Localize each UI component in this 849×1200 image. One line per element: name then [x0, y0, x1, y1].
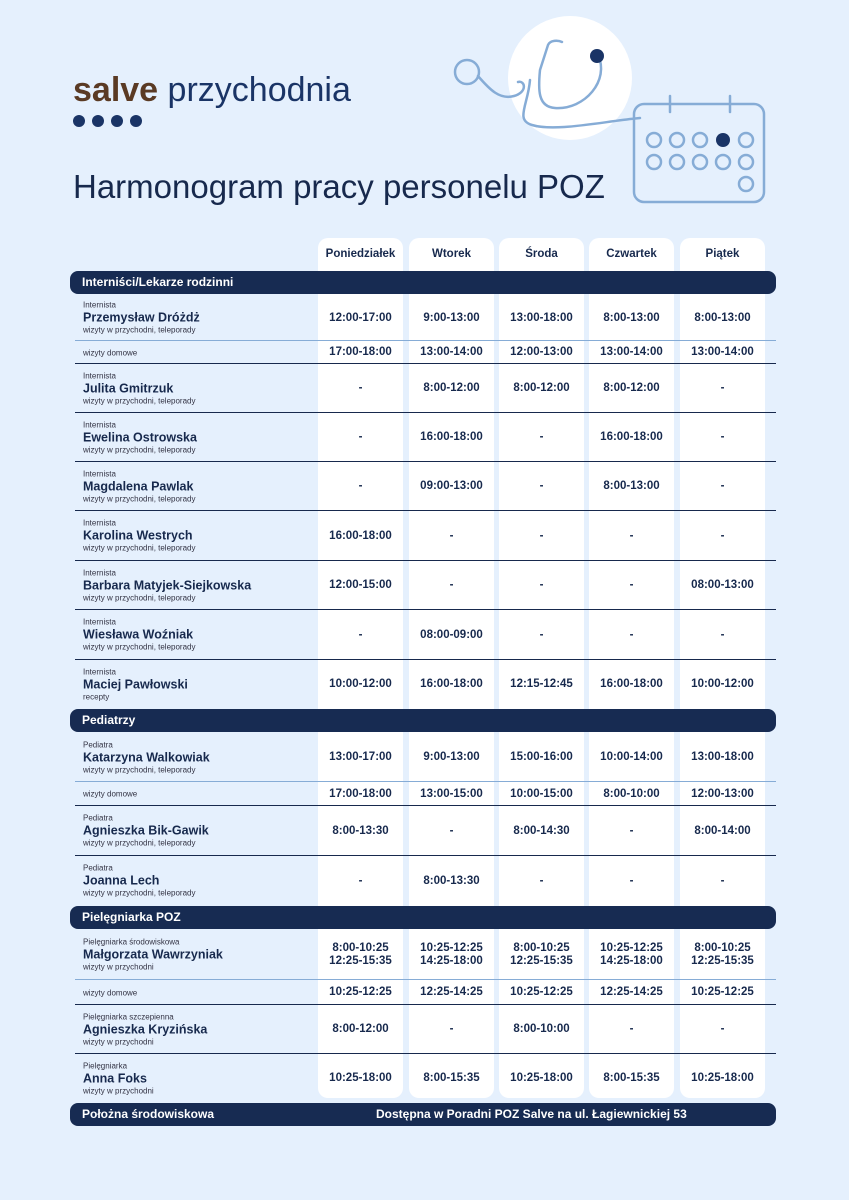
schedule-row — [75, 511, 776, 561]
hours-value: 9:00-13:00 — [423, 311, 480, 324]
hours-cell — [680, 413, 765, 462]
schedule-row — [75, 733, 776, 782]
hours-cell — [318, 341, 403, 364]
hours-cell — [499, 806, 584, 856]
hours-value: 8:00-13:00 — [694, 311, 751, 324]
hours-value: 16:00-18:00 — [420, 678, 483, 690]
staff-name: Katarzyna Walkowiak — [83, 750, 210, 764]
staff-role: Internista — [83, 300, 116, 310]
hours-cell — [589, 806, 674, 856]
staff-note: wizyty w przychodni, teleporady — [83, 593, 196, 602]
hours-cell — [589, 1005, 674, 1054]
staff-info — [83, 301, 200, 336]
hours-value: 10:25-12:25 — [329, 986, 392, 998]
hours-value: 8:00-13:30 — [423, 874, 480, 887]
hours-cell — [409, 856, 494, 906]
hours-cell — [680, 1054, 765, 1103]
staff-info — [83, 864, 196, 899]
hours-cell — [499, 1005, 584, 1054]
hours-cell — [680, 462, 765, 511]
hours-value: 15:00-16:00 — [510, 751, 573, 763]
hours-cell — [589, 561, 674, 610]
logo-przychodnia: przychodnia — [167, 71, 351, 109]
staff-name: Magdalena Pawlak — [83, 479, 194, 493]
hours-cell — [499, 980, 584, 1005]
hours-value: 09:00-13:00 — [420, 480, 483, 492]
hours-value: 16:00-18:00 — [600, 678, 663, 690]
hours-cell — [499, 341, 584, 364]
hours-value: - — [629, 579, 634, 591]
day-header: Wtorek — [432, 248, 471, 260]
hours-cell — [589, 733, 674, 782]
hours-value: 12:25-14:25 — [420, 986, 483, 998]
schedule-row — [75, 462, 776, 511]
hours-value: - — [629, 628, 634, 641]
hours-cell — [680, 980, 765, 1005]
hours-cell — [318, 806, 403, 856]
hours-cell — [409, 413, 494, 462]
staff-note: wizyty w przychodni, teleporady — [83, 642, 196, 652]
hours-value: 8:00-12:00 — [332, 1023, 389, 1035]
hours-cell — [409, 295, 494, 341]
staff-role: Internista — [83, 568, 116, 577]
hours-cell — [499, 462, 584, 511]
hours-value: 12:25-15:35 — [329, 954, 392, 967]
staff-role: Pediatra — [83, 740, 113, 749]
staff-note: wizyty w przychodni, teleporady — [83, 838, 196, 848]
hours-value: 10:25-12:25 — [420, 941, 483, 954]
schedule-row — [75, 413, 776, 462]
hours-value: 8:00-13:00 — [603, 311, 660, 324]
staff-role: Internista — [83, 667, 116, 676]
staff-name: Joanna Lech — [83, 873, 160, 888]
staff-info — [83, 814, 209, 849]
staff-name: Przemysław Dróżdż — [83, 310, 200, 325]
hours-value: 10:25-12:25 — [600, 941, 663, 954]
hours-cell — [589, 1054, 674, 1103]
footer-bar — [70, 1103, 776, 1126]
hours-cell — [409, 1005, 494, 1054]
staff-note: wizyty w przychodni — [83, 1037, 154, 1046]
hours-cell — [589, 364, 674, 413]
hours-cell — [409, 782, 494, 806]
hours-value: 8:00-15:35 — [423, 1072, 480, 1084]
staff-note: wizyty w przychodni, teleporady — [83, 396, 196, 405]
logo — [73, 70, 351, 110]
hours-value: - — [720, 529, 725, 542]
hours-cell — [680, 364, 765, 413]
schedule-row — [75, 295, 776, 341]
hours-cell — [409, 511, 494, 561]
section-header: Interniści/Lekarze rodzinni — [70, 271, 776, 294]
visit-type-label: wizyty domowe — [83, 348, 138, 357]
hours-value: 12:25-15:35 — [691, 954, 754, 967]
hours-value: 13:00-14:00 — [420, 346, 483, 358]
hours-value: 13:00-14:00 — [600, 346, 663, 358]
hours-value: 12:00-15:00 — [329, 579, 392, 591]
hours-value: - — [539, 431, 544, 443]
hours-value: 08:00-13:00 — [691, 579, 754, 591]
hours-cell — [409, 341, 494, 364]
hours-cell — [589, 660, 674, 709]
hours-value: 12:00-17:00 — [329, 311, 392, 324]
staff-info — [83, 618, 196, 653]
hours-cell — [318, 413, 403, 462]
hours-value: 13:00-18:00 — [510, 311, 573, 324]
page-title: Harmonogram pracy personelu POZ — [73, 168, 605, 205]
hours-cell — [680, 733, 765, 782]
schedule-row — [75, 561, 776, 610]
hours-value: - — [539, 480, 544, 492]
hours-value: 12:00-13:00 — [691, 787, 754, 800]
hours-value: 12:15-12:45 — [510, 678, 573, 690]
hours-cell — [318, 610, 403, 660]
hours-value: 16:00-18:00 — [420, 431, 483, 443]
hours-cell — [680, 929, 765, 980]
staff-note: recepty — [83, 692, 110, 701]
staff-info — [83, 937, 223, 972]
hours-cell — [589, 511, 674, 561]
hours-value: 8:00-14:00 — [694, 824, 751, 837]
hours-cell — [409, 561, 494, 610]
schedule-row — [75, 806, 776, 856]
hours-value: - — [720, 628, 725, 641]
hours-value: - — [720, 480, 725, 492]
hours-cell — [680, 561, 765, 610]
schedule-row — [75, 929, 776, 980]
hours-value: - — [449, 1023, 454, 1035]
hours-cell — [409, 929, 494, 980]
hours-cell — [409, 806, 494, 856]
hours-cell — [680, 782, 765, 806]
schedule-row — [75, 341, 776, 364]
hours-value: - — [358, 628, 363, 641]
schedule-row — [75, 856, 776, 906]
hours-cell — [318, 980, 403, 1005]
hours-cell — [589, 856, 674, 906]
hours-value: 13:00-14:00 — [691, 346, 754, 358]
schedule-row — [75, 1005, 776, 1054]
hours-value: 8:00-14:30 — [513, 824, 570, 837]
hours-cell — [499, 610, 584, 660]
hours-cell — [318, 929, 403, 980]
hours-cell — [318, 462, 403, 511]
hours-cell — [318, 782, 403, 806]
hours-cell — [589, 980, 674, 1005]
hours-cell — [318, 364, 403, 413]
hours-cell — [589, 929, 674, 980]
hours-cell — [680, 295, 765, 341]
hours-cell — [318, 733, 403, 782]
hours-value: 10:25-18:00 — [510, 1072, 573, 1084]
hours-cell — [409, 1054, 494, 1103]
hours-cell — [318, 1054, 403, 1103]
visit-type-label: wizyty domowe — [83, 988, 138, 997]
hours-value: 08:00-09:00 — [420, 628, 483, 641]
hours-cell — [318, 511, 403, 561]
hours-cell — [680, 511, 765, 561]
hours-cell — [680, 806, 765, 856]
hours-value: - — [449, 824, 454, 837]
hours-cell — [499, 782, 584, 806]
hours-cell — [680, 610, 765, 660]
hours-cell — [680, 856, 765, 906]
hours-value: 12:25-14:25 — [600, 986, 663, 998]
staff-name: Wiesława Woźniak — [83, 627, 194, 642]
schedule-row — [75, 782, 776, 806]
staff-note: wizyty w przychodni, teleporady — [83, 494, 196, 503]
schedule-row — [75, 610, 776, 660]
hours-cell — [409, 980, 494, 1005]
staff-name: Anna Foks — [83, 1071, 147, 1085]
staff-note: wizyty w przychodni, teleporady — [83, 543, 196, 553]
staff-role: Pielęgniarka — [83, 1061, 128, 1070]
hours-cell — [318, 1005, 403, 1054]
staff-info — [83, 667, 188, 702]
hours-value: 8:00-10:25 — [694, 941, 751, 954]
hours-value: 10:00-14:00 — [600, 751, 663, 763]
staff-note: wizyty w przychodni, teleporady — [83, 445, 196, 454]
hours-cell — [318, 295, 403, 341]
schedule-row — [75, 980, 776, 1005]
staff-info — [83, 740, 210, 775]
hours-value: - — [629, 529, 634, 542]
hours-value: - — [449, 579, 454, 591]
staff-name: Maciej Pawłowski — [83, 677, 188, 691]
staff-role: Internista — [83, 518, 116, 528]
hours-value: - — [358, 431, 363, 443]
staff-name: Agnieszka Kryzińska — [83, 1022, 208, 1036]
hours-value: - — [720, 874, 725, 887]
footer-label: Położna środowiskowa — [82, 1107, 215, 1121]
staff-info — [83, 1012, 207, 1047]
hours-value: 10:25-18:00 — [691, 1072, 754, 1084]
hours-value: 8:00-12:00 — [513, 382, 570, 394]
hours-cell — [680, 341, 765, 364]
staff-info — [83, 519, 196, 554]
hours-value: 12:00-13:00 — [510, 346, 573, 358]
staff-name: Karolina Westrych — [83, 528, 193, 543]
staff-name: Ewelina Ostrowska — [83, 430, 197, 444]
hours-value: 16:00-18:00 — [329, 529, 392, 542]
day-header: Piątek — [705, 248, 740, 260]
hours-cell — [499, 364, 584, 413]
hours-value: 17:00-18:00 — [329, 346, 392, 358]
staff-info — [83, 420, 197, 455]
hours-value: - — [720, 1023, 725, 1035]
hours-cell — [499, 856, 584, 906]
hours-cell — [589, 341, 674, 364]
staff-info — [83, 568, 251, 603]
staff-name: Julita Gmitrzuk — [83, 381, 174, 395]
hours-value: - — [629, 824, 634, 837]
visit-type-label: wizyty domowe — [83, 789, 138, 799]
hours-value: 14:25-18:00 — [420, 954, 483, 967]
logo-salve: salve — [73, 71, 159, 109]
logo-dots — [73, 115, 142, 127]
hours-value: - — [539, 529, 544, 542]
hours-cell — [409, 733, 494, 782]
hours-value: 10:00-15:00 — [510, 787, 573, 800]
hours-value: 8:00-10:00 — [603, 787, 660, 800]
hours-value: 8:00-13:00 — [603, 480, 660, 492]
hours-cell — [680, 1005, 765, 1054]
staff-role: Internista — [83, 469, 116, 478]
hours-value: - — [539, 579, 544, 591]
hours-cell — [499, 929, 584, 980]
staff-role: Internista — [83, 617, 116, 627]
hours-cell — [318, 660, 403, 709]
hours-cell — [589, 462, 674, 511]
hours-value: - — [629, 1023, 634, 1035]
hours-value: 16:00-18:00 — [600, 431, 663, 443]
schedule-row — [75, 660, 776, 709]
hours-value: 13:00-17:00 — [329, 751, 392, 763]
hours-value: 8:00-13:30 — [332, 824, 389, 837]
hours-value: 17:00-18:00 — [329, 787, 392, 800]
staff-name: Agnieszka Bik-Gawik — [83, 823, 209, 838]
hours-value: 10:00-12:00 — [691, 678, 754, 690]
staff-note: wizyty w przychodni, teleporady — [83, 325, 196, 335]
hours-cell — [589, 782, 674, 806]
hours-value: 8:00-10:00 — [513, 1023, 570, 1035]
staff-role: Pediatra — [83, 813, 113, 823]
hours-value: 10:00-12:00 — [329, 678, 392, 690]
day-header: Czwartek — [606, 248, 657, 260]
staff-name: Małgorzata Wawrzyniak — [83, 947, 223, 961]
hours-value: - — [358, 480, 363, 492]
hours-cell — [409, 462, 494, 511]
hours-value: 10:25-12:25 — [691, 986, 754, 998]
hours-value: 9:00-13:00 — [423, 751, 480, 763]
staff-note: wizyty w przychodni — [83, 962, 154, 971]
hours-value: - — [358, 382, 363, 394]
hours-value: - — [539, 628, 544, 641]
staff-role: Pielęgniarka szczepienna — [83, 1012, 174, 1021]
staff-role: Internista — [83, 371, 116, 380]
hours-cell — [318, 561, 403, 610]
hours-value: 10:25-12:25 — [510, 986, 573, 998]
hours-cell — [589, 413, 674, 462]
hours-value: 8:00-15:35 — [603, 1072, 660, 1084]
staff-note: wizyty w przychodni — [83, 1086, 154, 1095]
hours-cell — [680, 660, 765, 709]
hours-value: 14:25-18:00 — [600, 954, 663, 967]
hours-cell — [499, 561, 584, 610]
staff-role: Internista — [83, 420, 116, 429]
hours-value: 8:00-10:25 — [513, 941, 570, 954]
staff-role: Pielęgniarka środowiskowa — [83, 937, 180, 946]
hours-value: 10:25-18:00 — [329, 1072, 392, 1084]
staff-name: Barbara Matyjek-Siejkowska — [83, 578, 252, 592]
hours-cell — [499, 413, 584, 462]
hours-cell — [589, 610, 674, 660]
day-header: Poniedziałek — [325, 248, 396, 260]
schedule-row — [75, 1054, 776, 1103]
hours-cell — [499, 660, 584, 709]
staff-role: Pediatra — [83, 863, 113, 873]
hours-cell — [499, 511, 584, 561]
section-header: Pielęgniarka POZ — [70, 906, 776, 929]
hours-value: 8:00-12:00 — [603, 382, 660, 394]
hours-cell — [499, 1054, 584, 1103]
hours-value: - — [629, 874, 634, 887]
hours-value: 13:00-15:00 — [420, 787, 483, 800]
hours-cell — [409, 364, 494, 413]
section-header: Pediatrzy — [70, 709, 776, 732]
hours-value: 8:00-10:25 — [332, 941, 389, 954]
hours-value: 13:00-18:00 — [691, 751, 754, 763]
staff-info — [83, 469, 196, 504]
footer-note: Dostępna w Poradni POZ Salve na ul. Łagiewnickiej 53 — [376, 1107, 687, 1121]
day-header: Środa — [525, 248, 558, 260]
hours-value: - — [720, 431, 725, 443]
hours-cell — [409, 660, 494, 709]
hours-value: 12:25-15:35 — [510, 954, 573, 967]
hours-value: - — [539, 874, 544, 887]
hours-value: - — [358, 874, 363, 887]
staff-note: wizyty w przychodni, teleporady — [83, 888, 196, 898]
hours-cell — [318, 856, 403, 906]
hours-cell — [499, 295, 584, 341]
hours-cell — [499, 733, 584, 782]
hours-value: - — [449, 529, 454, 542]
hours-value: - — [720, 382, 725, 394]
schedule-row — [75, 364, 776, 413]
hours-cell — [589, 295, 674, 341]
hours-cell — [409, 610, 494, 660]
staff-info — [83, 1061, 154, 1096]
hours-value: 8:00-12:00 — [423, 382, 480, 394]
staff-info — [83, 371, 196, 406]
staff-note: wizyty w przychodni, teleporady — [83, 765, 196, 774]
